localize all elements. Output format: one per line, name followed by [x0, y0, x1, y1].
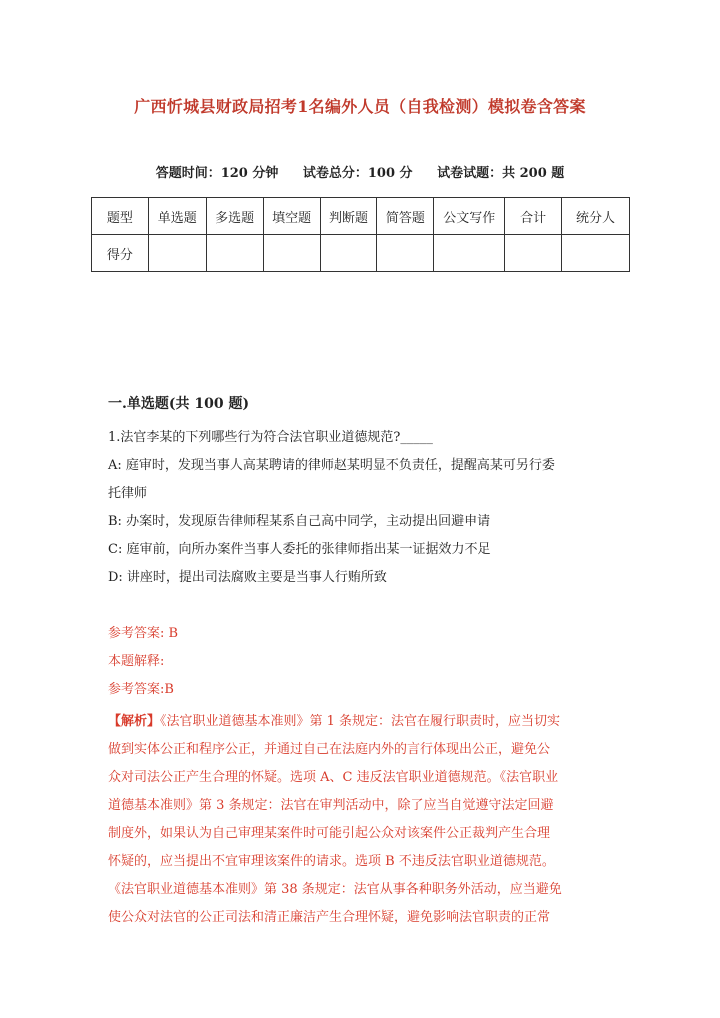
option-c: C: 庭审前，向所办案件当事人委托的张律师指出某一证据效力不足 [108, 542, 491, 557]
score-cell[interactable] [562, 235, 630, 272]
score-cell[interactable] [206, 235, 263, 272]
score-header-cell: 单选题 [148, 198, 206, 235]
analysis-tag: 【解析】 [108, 714, 161, 729]
option-a-line1: A: 庭审时，发现当事人高某聘请的律师赵某明显不负责任，提醒高某可另行委 [108, 458, 555, 473]
score-cell[interactable] [148, 235, 206, 272]
score-cell[interactable] [263, 235, 320, 272]
reference-answer-repeat: 参考答案:B [108, 682, 174, 697]
analysis-line: 怀疑的，应当提出不宜审理该案件的请求。选项 B 不违反法官职业道德规范。 [108, 854, 555, 869]
score-table-header-row [92, 198, 630, 235]
score-header-cell: 合计 [505, 198, 562, 235]
score-cell[interactable] [434, 235, 505, 272]
score-header-cell: 题型 [92, 198, 149, 235]
exam-meta [0, 162, 720, 181]
score-header-cell: 统分人 [562, 198, 630, 235]
analysis-line: 使公众对法官的公正司法和清正廉洁产生合理怀疑，避免影响法官职责的正常 [108, 910, 551, 925]
score-header-cell: 简答题 [377, 198, 434, 235]
analysis-line: 制度外，如果认为自己审理某案件时可能引起公众对该案件公正裁判产生合理 [108, 826, 551, 841]
score-cell[interactable] [505, 235, 562, 272]
analysis-text: 《法官职业道德基本准则》第 1 条规定：法官在履行职责时，应当切实 [160, 714, 561, 729]
section-title: 一.单选题(共 100 题) [108, 396, 250, 412]
analysis-line: 道德基本准则》第 3 条规定：法官在审判活动中，除了应当自觉遵守法定回避 [108, 798, 554, 813]
option-d: D: 讲座时，提出司法腐败主要是当事人行贿所致 [108, 570, 387, 585]
reference-answer: 参考答案: B [108, 626, 179, 641]
question-stem: 1.法官李某的下列哪些行为符合法官职业道德规范?_____ [108, 430, 433, 445]
analysis-line: 做到实体公正和程序公正，并通过自己在法庭内外的言行体现出公正，避免公 [108, 742, 551, 757]
score-table-score-row [92, 235, 630, 272]
document-title: 广西忻城县财政局招考1名编外人员（自我检测）模拟卷含答案 [134, 97, 586, 116]
score-header-cell: 判断题 [320, 198, 377, 235]
analysis-line: 众对司法公正产生合理的怀疑。选项 A、C 违反法官职业道德规范。《法官职业 [108, 770, 559, 785]
score-header-cell: 公文写作 [434, 198, 505, 235]
score-cell[interactable] [377, 235, 434, 272]
option-b: B: 办案时，发现原告律师程某系自己高中同学，主动提出回避申请 [108, 514, 491, 529]
exam-total-score: 试卷总分：100 分 [302, 166, 413, 181]
score-header-cell: 填空题 [263, 198, 320, 235]
score-header-cell: 多选题 [206, 198, 263, 235]
analysis-line: 《法官职业道德基本准则》第 38 条规定：法官从事各种职务外活动，应当避免 [108, 882, 562, 897]
score-table [91, 197, 630, 272]
analysis-line [108, 708, 616, 736]
score-row-label: 得分 [92, 235, 149, 272]
explanation-label: 本题解释: [108, 654, 165, 669]
exam-question-count: 试卷试题：共 200 题 [437, 166, 565, 181]
exam-time: 答题时间：120 分钟 [155, 166, 279, 181]
analysis-block [108, 708, 616, 932]
option-a-line2: 托律师 [108, 486, 148, 501]
score-cell[interactable] [320, 235, 377, 272]
